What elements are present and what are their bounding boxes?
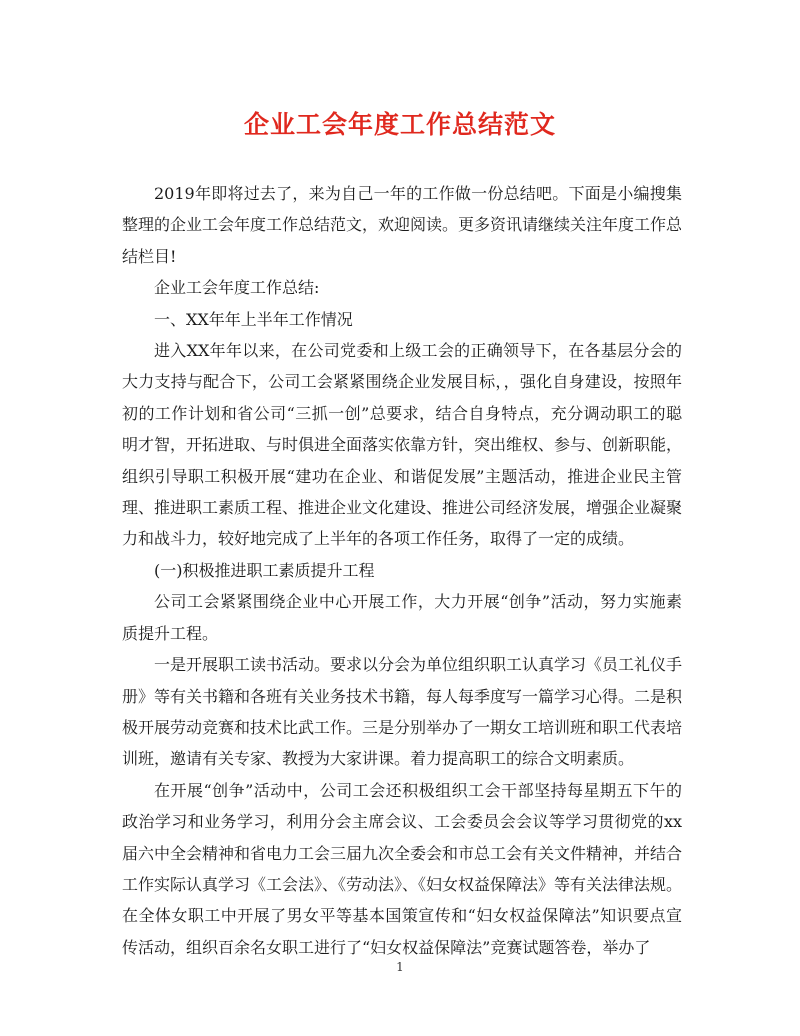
paragraph-overview: 进入XX年年以来，在公司党委和上级工会的正确领导下，在各基层分会的大力支持与配合下，公司工会紧紧围绕企业发展目标，，强化自身建设，按照年初的工作计划和省公司“三抓一创”总要求，结合自身特点，充分调动职工的聪明才智，开拓进取、与时俱进全面落实依靠方针，突出维权、参与、创新职能，组织引导职工积极开展“建功在企业、和谐促发展”主题活动，推进企业民主管理、推进职工素质工程、推进企业文化建设、推进公司经济发展，增强企业凝聚力和战斗力，较好地完成了上半年的各项工作任务，取得了一定的成绩。 — [122, 341, 683, 549]
subsection-heading-quality: (一)积极推进职工素质提升工程 — [154, 560, 375, 580]
paragraph-reading-activity: 一是开展职工读书活动。要求以分会为单位组织职工认真学习《员工礼仪手册》等有关书籍和各班有关业务技术书籍，每人每季度写一篇学习心得。二是积极开展劳动竞赛和技术比武工作。三是分别举办了一期女工培训班和职工代表培训班，邀请有关专家、教授为大家讲课。着力提高职工的综合文明素质。 — [122, 655, 683, 769]
paragraph-intro: 2019年即将过去了，来为自己一年的工作做一份总结吧。下面是小编搜集整理的企业工会年度工作总结范文，欢迎阅读。更多资讯请继续关注年度工作总结栏目! — [122, 184, 683, 266]
document-body — [122, 178, 682, 963]
paragraph-summary-label: 企业工会年度工作总结: — [154, 278, 320, 298]
paragraph-study-activity: 在开展“创争”活动中，公司工会还积极组织工会干部坚持每星期五下午的政治学习和业务学习，利用分会主席会议、工会委员会会议等学习贯彻党的xx届六中全会精神和省电力工会三届九次全委会和市总工会有关文件精神，并结合工作实际认真学习《工会法》、《劳动法》、《妇女权益保障法》等有关法律法规。在全体女职工中开展了男女平等基本国策宣传和“妇女权益保障法”知识要点宣传活动，组织百余名女职工进行了“妇女权益保障法”竞赛试题答卷，举办了 — [122, 780, 683, 957]
document-title: 企业工会年度工作总结范文 — [243, 110, 556, 139]
section-heading-first-half: 一、XX年年上半年工作情况 — [154, 309, 353, 329]
paragraph-quality-intro: 公司工会紧紧围绕企业中心开展工作，大力开展“创争”活动，努力实施素质提升工程。 — [122, 592, 682, 643]
page-number: 1 — [396, 960, 404, 974]
